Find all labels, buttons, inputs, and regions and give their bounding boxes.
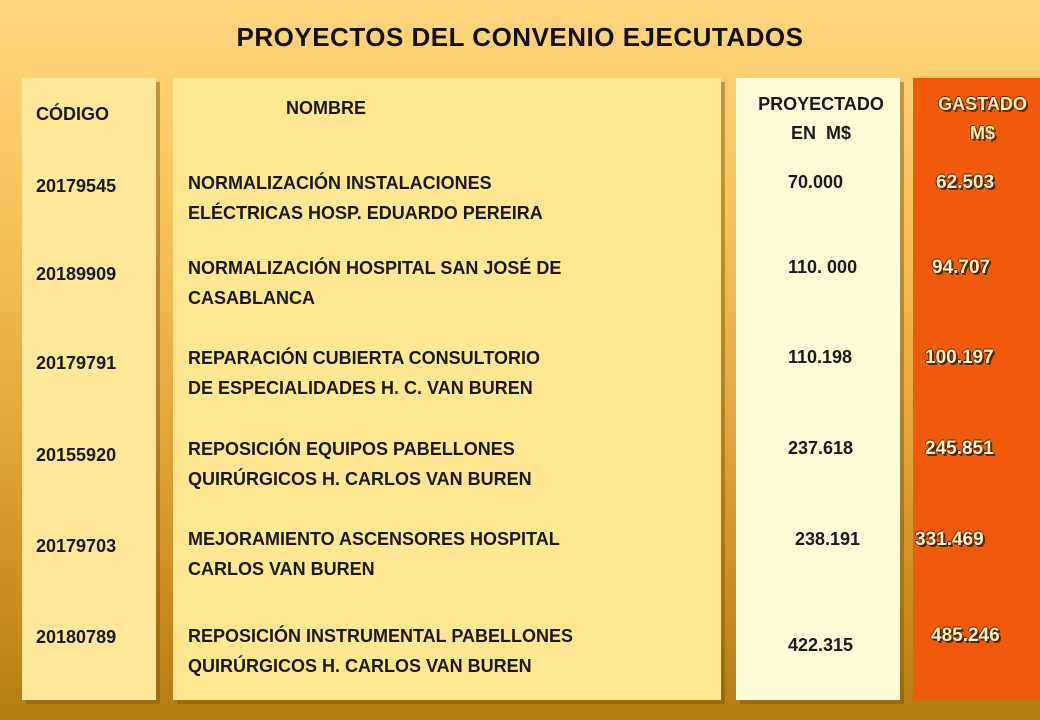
row-name-line1: NORMALIZACIÓN INSTALACIONES <box>188 173 492 193</box>
row-projected: 422.315 <box>788 635 854 655</box>
row-spent: 485.246 <box>931 625 1000 646</box>
row-name <box>188 343 718 403</box>
row-projected: 238.191 <box>795 529 861 549</box>
row-name-line1: REPOSICIÓN EQUIPOS PABELLONES <box>188 439 515 459</box>
row-name-line2: ELÉCTRICAS HOSP. EDUARDO PEREIRA <box>188 203 543 223</box>
row-code: 20189909 <box>36 264 117 284</box>
projected-header <box>736 90 906 148</box>
code-column-panel <box>22 78 156 700</box>
row-spent: 245.851 <box>925 438 994 459</box>
spent-header-line2: M$ <box>969 123 995 143</box>
row-projected: 110.198 <box>788 347 853 367</box>
page-title: PROYECTOS DEL CONVENIO EJECUTADOS <box>236 22 804 52</box>
row-code: 20179545 <box>36 176 117 196</box>
row-name-line2: QUIRÚRGICOS H. CARLOS VAN BUREN <box>188 469 532 489</box>
row-name-line1: REPARACIÓN CUBIERTA CONSULTORIO <box>188 348 541 368</box>
row-spent: 62.503 <box>936 172 995 193</box>
spent-header <box>910 90 1040 148</box>
row-projected: 110. 000 <box>788 257 858 277</box>
row-name <box>188 621 718 681</box>
row-code: 20179791 <box>36 353 117 373</box>
row-projected: 237.618 <box>788 438 854 458</box>
row-spent: 94.707 <box>932 257 991 278</box>
row-name-line2: DE ESPECIALIDADES H. C. VAN BUREN <box>188 378 533 398</box>
row-name <box>188 524 718 584</box>
code-header: CÓDIGO <box>36 104 110 124</box>
row-code: 20155920 <box>36 445 117 465</box>
row-spent: 100.197 <box>925 347 994 368</box>
row-name-line1: NORMALIZACIÓN HOSPITAL SAN JOSÉ DE <box>188 258 562 278</box>
row-spent: 331.469 <box>915 529 984 550</box>
row-name-line1: MEJORAMIENTO ASCENSORES HOSPITAL <box>188 529 560 549</box>
spent-header-line1: GASTADO <box>938 94 1027 114</box>
row-code: 20180789 <box>36 627 117 647</box>
row-name <box>188 253 718 313</box>
row-name-line2: QUIRÚRGICOS H. CARLOS VAN BUREN <box>188 656 532 676</box>
row-name <box>188 168 718 228</box>
row-name-line1: REPOSICIÓN INSTRUMENTAL PABELLONES <box>188 626 574 646</box>
row-code: 20179703 <box>36 536 117 556</box>
projected-header-line2: EN M$ <box>790 123 851 143</box>
row-name-line2: CARLOS VAN BUREN <box>188 559 375 579</box>
row-name <box>188 434 718 494</box>
projected-header-line1: PROYECTADO <box>758 94 884 114</box>
name-header: NOMBRE <box>286 98 366 118</box>
row-name-line2: CASABLANCA <box>188 288 315 308</box>
row-projected: 70.000 <box>788 172 844 192</box>
